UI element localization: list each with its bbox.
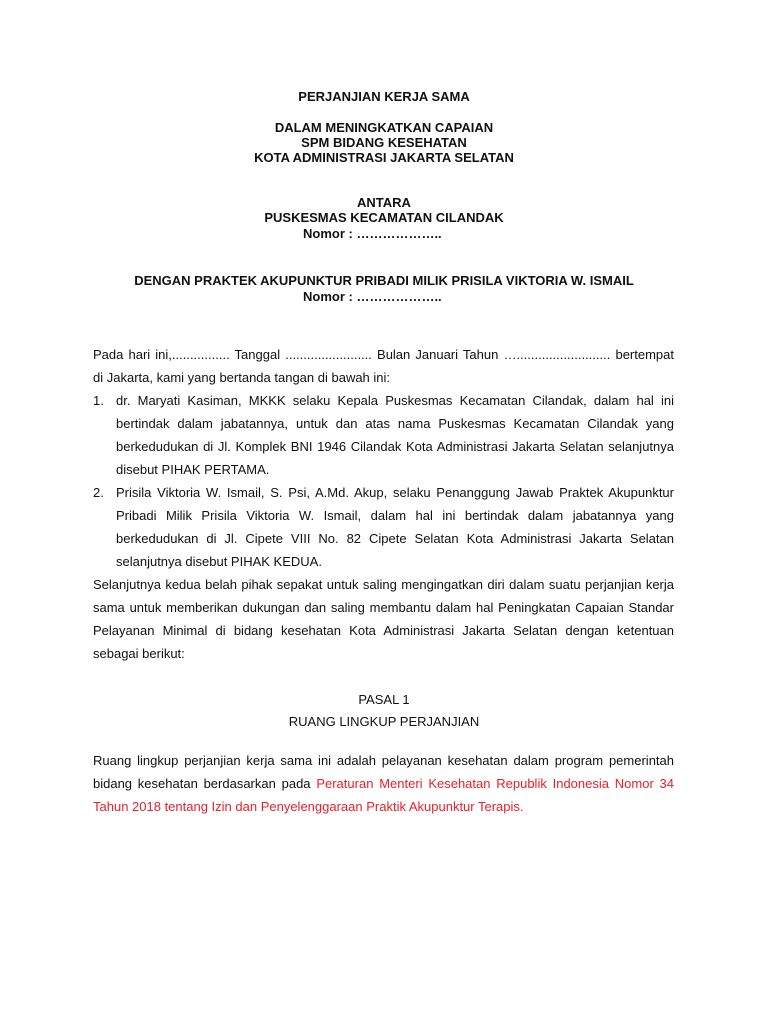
first-party-heading: PUSKESMAS KECAMATAN CILANDAK <box>264 210 504 225</box>
agreement-paragraph: Selanjutnya kedua belah pihak sepakat untuk saling mengingatkan diri dalam suatu perjanjian kerja sama untuk memberikan dukungan dan saling membantu dalam hal Peningkatan Capaian Standar Pelayanan Minimal di bidang kesehatan Kota Administrasi Jakarta Selatan dengan ketentuan sebagai berikut: <box>93 577 674 661</box>
antara-label: ANTARA <box>357 195 411 210</box>
pasal-title: RUANG LINGKUP PERJANJIAN <box>288 714 480 729</box>
list-text: dr. Maryati Kasiman, MKKK selaku Kepala Puskesmas Kecamatan Cilandak, dalam hal ini bertindak dalam jabatannya, untuk dan atas nama Puskesmas Kecamatan Cilandak yang berkedudukan di Jl. Komplek BNI 1946 Cilandak Kota Administrasi Jakarta Selatan selanjutnya disebut PIHAK PERTAMA. <box>116 393 674 477</box>
regulation-reference: Peraturan Menteri Kesehatan Republik Indonesia Nomor 34 Tahun 2018 tentang Izin dan Penyelenggaraan Praktik Akupunktur Terapis. <box>93 776 675 814</box>
second-party-heading: DENGAN PRAKTEK AKUPUNKTUR PRIBADI MILIK PRISILA VIKTORIA W. ISMAIL <box>134 273 634 288</box>
list-number: 2. <box>93 485 104 500</box>
document-title: PERJANJIAN KERJA SAMA <box>298 89 470 104</box>
subtitle-line-3: KOTA ADMINISTRASI JAKARTA SELATAN <box>254 150 514 165</box>
list-number: 1. <box>93 393 104 408</box>
subtitle-line-1: DALAM MENINGKATKAN CAPAIAN <box>274 120 494 135</box>
scope-paragraph <box>93 749 674 818</box>
pasal-number: PASAL 1 <box>358 692 410 707</box>
opening-paragraph: Pada hari ini,................ Tanggal ........................ Bulan Januari Tahun ….......................... bertempat di Jakarta, kami yang bertanda tangan di bawah ini: <box>93 347 674 385</box>
second-party-number: Nomor : ……………….. <box>303 289 442 304</box>
subtitle-line-2: SPM BIDANG KESEHATAN <box>301 135 467 150</box>
scope-text: Ruang lingkup perjanjian kerja sama ini adalah pelayanan kesehatan dalam program pemerintah bidang kesehatan berdasarkan pada <box>93 753 674 791</box>
first-party-number: Nomor : ……………….. <box>303 226 442 241</box>
list-text: Prisila Viktoria W. Ismail, S. Psi, A.Md. Akup, selaku Penanggung Jawab Praktek Akupunktur Pribadi Milik Prisila Viktoria W. Ismail, dalam hal ini bertindak dalam jabatannya yang berkedudukan di Jl. Cipete VIII No. 82 Cipete Selatan Kota Administrasi Jakarta Selatan selanjutnya disebut PIHAK KEDUA. <box>116 485 674 569</box>
